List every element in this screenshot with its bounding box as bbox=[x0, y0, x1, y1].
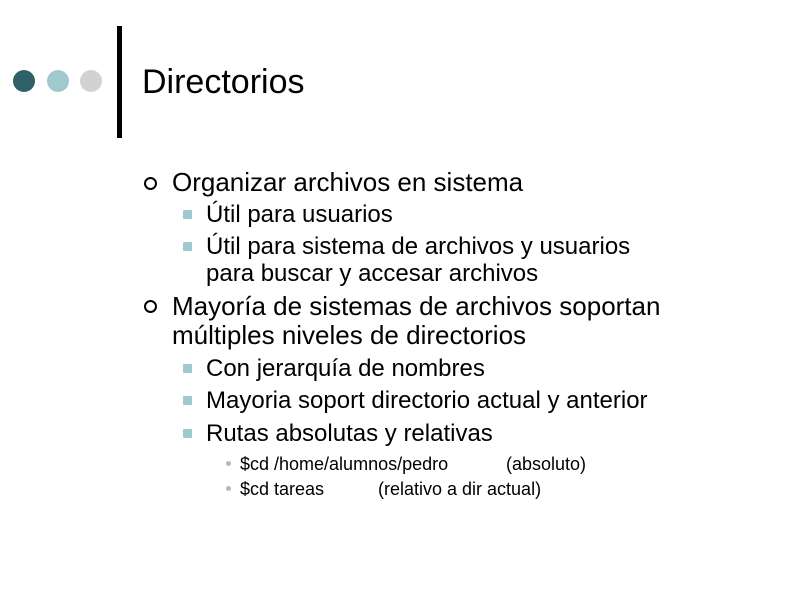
bullet-mayoria-cont: múltiples niveles de directorios bbox=[172, 320, 527, 350]
bullet-ring-icon bbox=[144, 300, 157, 313]
slide-title: Directorios bbox=[142, 63, 305, 101]
decor-dot-light bbox=[47, 70, 69, 92]
note-relativo: (relativo a dir actual) bbox=[378, 479, 542, 499]
bullet-ring-icon bbox=[144, 177, 157, 190]
cmd-relativo: $cd tareas bbox=[240, 479, 325, 499]
note-absoluto: (absoluto) bbox=[506, 454, 587, 474]
square-bullet-icon bbox=[183, 242, 192, 251]
sub-bullet-util-sistema: Útil para sistema de archivos y usuarios bbox=[206, 233, 631, 260]
decor-dot-dark bbox=[13, 70, 35, 92]
square-bullet-icon bbox=[183, 364, 192, 373]
decor-dot-gray bbox=[80, 70, 102, 92]
square-bullet-icon bbox=[183, 396, 192, 405]
sub-bullet-rutas: Rutas absolutas y relativas bbox=[206, 420, 493, 447]
cmd-absoluto: $cd /home/alumnos/pedro bbox=[240, 454, 449, 474]
sub-bullet-mayoria-soport: Mayoria soport directorio actual y anterior bbox=[206, 387, 648, 414]
bullet-mayoria: Mayoría de sistemas de archivos soportan bbox=[172, 291, 661, 321]
small-dot-bullet-icon bbox=[226, 486, 231, 491]
sub-bullet-util-sistema-cont: para buscar y accesar archivos bbox=[206, 260, 539, 287]
square-bullet-icon bbox=[183, 210, 192, 219]
square-bullet-icon bbox=[183, 429, 192, 438]
bullet-organizar: Organizar archivos en sistema bbox=[172, 167, 524, 197]
sub-bullet-jerarquia: Con jerarquía de nombres bbox=[206, 355, 485, 382]
title-divider bbox=[117, 26, 122, 138]
small-dot-bullet-icon bbox=[226, 461, 231, 466]
sub-bullet-util-usuarios: Útil para usuarios bbox=[206, 201, 393, 228]
